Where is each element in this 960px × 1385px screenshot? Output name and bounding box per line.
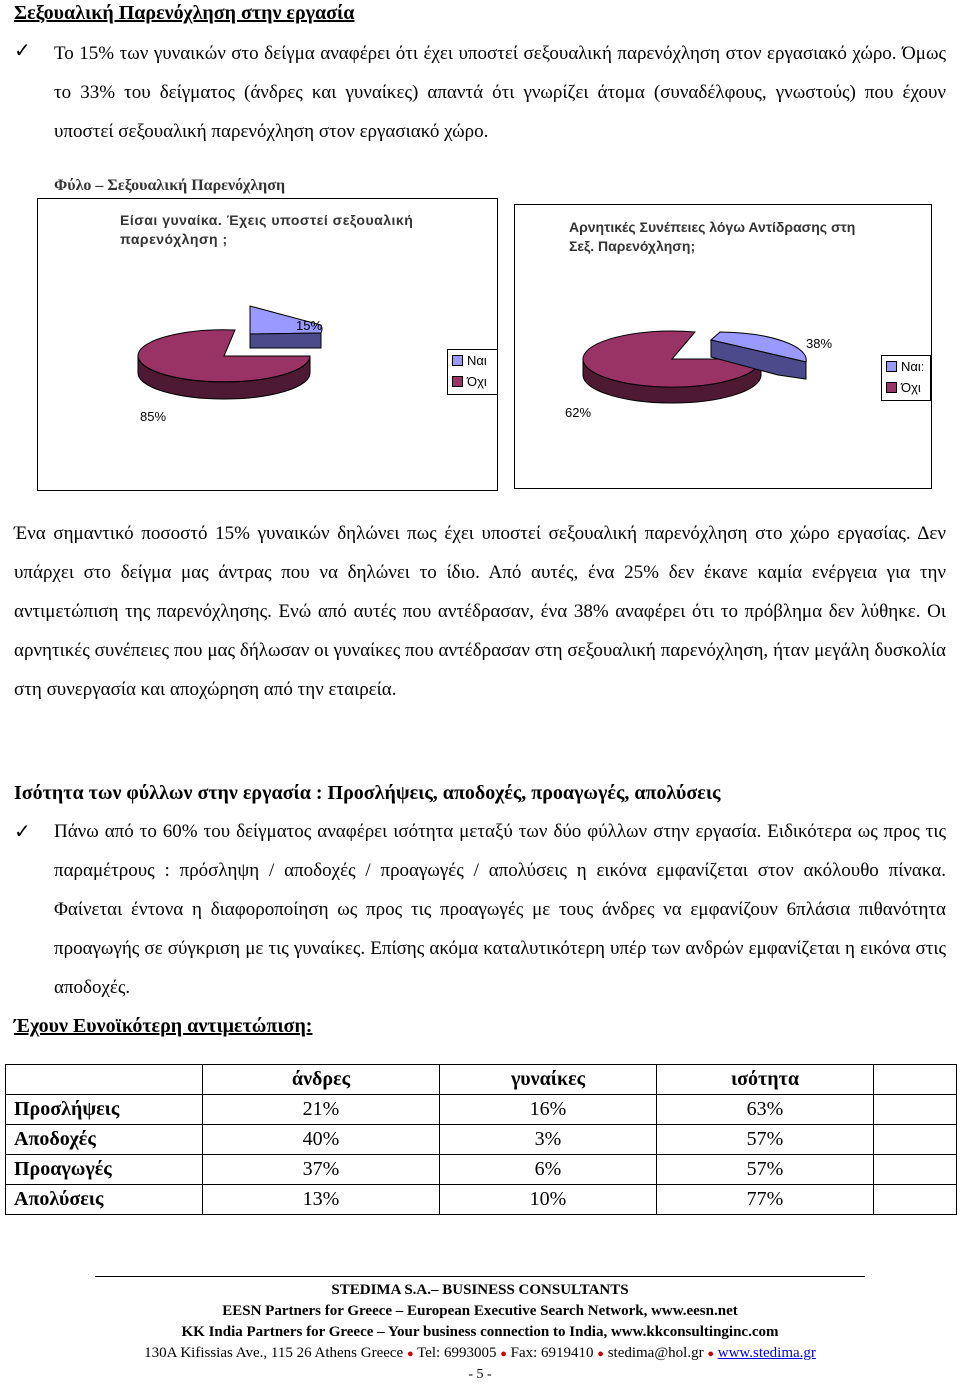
table-cell: 77% [657,1185,874,1215]
footer-company: STEDIMA S.A.– BUSINESS CONSULTANTS [331,1282,629,1298]
footer-contact-line [0,1343,960,1365]
bullet-icon: ● [707,1348,714,1360]
pie-1-label-yes: 15% [296,318,323,333]
page-number: - 5 - [468,1367,492,1382]
bullet-icon: ● [406,1348,414,1360]
table-cell [874,1155,957,1185]
chart-1-legend [447,349,498,395]
harassment-findings-paragraph: Ένα σημαντικό ποσοστό 15% γυναικών δηλώνει πως έχει υποστεί σεξουαλική παρενόχληση στο χώρο εργασίας. Δεν υπάρχει στο δείγμα μας άντρας που να δηλώνει το ίδιο. Από αυτές, ένα 25% δεν έκανε καμία ενέργεια για την αντιμετώπιση της παρενόχλησης. Ενώ από αυτές που αντέδρασαν, ένα 38% αναφέρει ότι το πρόβλημα δεν λύθηκε. Οι αρνητικές συνέπειες που μας δήλωσαν οι γυναίκες που αντέδρασαν στη σεξουαλική παρενόχληση, ήταν μεγάλη δυσκολία στη συνεργασία και αποχώρηση από την εταιρεία. [14,523,946,700]
equality-table [5,1064,957,1215]
pie-1-label-no: 85% [140,409,167,424]
chart-2-title: Αρνητικές Συνέπειες λόγω Αντίδρασης στη Σεξ. Παρενόχληση; [569,219,856,254]
legend-label-yes: Ναι: [901,359,925,374]
table-header-cell: ισότητα [657,1065,874,1095]
table-cell: 3% [440,1125,657,1155]
table-cell: 57% [657,1155,874,1185]
table-header-cell: γυναίκες [440,1065,657,1095]
table-cell: 21% [203,1095,440,1125]
chart-2-pie-svg [515,205,931,488]
legend-item-yes [448,350,497,371]
bullet-icon: ● [597,1348,604,1360]
footer-email[interactable]: stedima@hol.gr [607,1345,704,1361]
footer-address: 130A Kifissias Ave., 115 26 Athens Greece [144,1345,404,1361]
checkmark-icon: ✓ [14,819,31,843]
footer-website-link[interactable]: www.stedima.gr [717,1345,816,1361]
legend-swatch-yes [452,355,463,366]
footer-fax: Fax: 6919410 [510,1345,594,1361]
table-cell: 63% [657,1095,874,1125]
table-cell: 13% [203,1185,440,1215]
legend-swatch-no [452,376,463,387]
legend-swatch-yes [886,361,897,372]
footer-kk-india: KK India Partners for Greece – Your business connection to India, www.kkconsultinginc.com [181,1324,779,1340]
pie-1-side-yes [250,333,321,348]
table-cell [874,1095,957,1125]
equality-paragraph: Πάνω από το 60% του δείγματος αναφέρει ισότητα μεταξύ των δύο φύλλων στην εργασία. Ειδικότερα ως προς τις παραμέτρους : πρόσληψη / αποδοχές / προαγωγές / απολύσεις η εικόνα εμφανίζεται στον ακόλουθο πίνακα. Φαίνεται έντονα η διαφοροποίηση ως προς τις προαγωγές με τους άνδρες να εμφανίζουν 6πλάσια πιθανότητα προαγωγής σε σύγκριση με τις γυναίκες. Επίσης ακόμα καταλυτικότερη υπέρ των ανδρών εμφανίζεται η εικόνα στις αποδοχές. [54,821,946,998]
harassment-intro-text: Το 15% των γυναικών στο δείγμα αναφέρει ότι έχει υποστεί σεξουαλική παρενόχληση στον εργασιακό χώρο. Όμως το 33% του δείγματος (άνδρες και γυναίκες) απαντά ότι γνωρίζει άτομα (συναδέλφους, γνωστούς) που έχουν υποστεί σεξουαλική παρενόχληση στον εργασιακό χώρο. [54,43,946,142]
chart-negative-consequences [514,204,932,489]
pie-2-label-yes: 38% [806,336,833,351]
section-heading-equality: Ισότητα των φύλλων στην εργασία : Προσλήψεις, αποδοχές, προαγωγές, απολύσεις [14,782,721,804]
table-cell: Αποδοχές [6,1125,203,1155]
table-header-row [6,1065,957,1095]
bullet-icon: ● [500,1348,507,1360]
table-cell: 40% [203,1125,440,1155]
legend-item-no [882,377,930,398]
chart-1-title: Είσαι γυναίκα. Έχεις υποστεί σεξουαλική παρενόχληση ; [120,212,414,247]
checkmark-icon: ✓ [14,38,31,62]
chart-2-legend [881,355,931,401]
section-heading-harassment: Σεξουαλική Παρενόχληση στην εργασία [14,2,355,24]
table-cell: Προαγωγές [6,1155,203,1185]
chart-women-harassment [37,198,498,491]
table-cell: 16% [440,1095,657,1125]
footer-eesn: EESN Partners for Greece – European Executive Search Network, www.eesn.net [222,1303,738,1319]
table-cell: 57% [657,1125,874,1155]
chart-section-subheading: Φύλο – Σεξουαλική Παρενόχληση [54,177,286,194]
legend-item-yes [882,356,930,377]
table-header-cell [6,1065,203,1095]
table-row [6,1155,957,1185]
table-header-cell [874,1065,957,1095]
legend-label-no: Όχι [901,380,921,395]
chart-1-pie-svg [38,199,497,490]
table-cell: Απολύσεις [6,1185,203,1215]
table-header-cell: άνδρες [203,1065,440,1095]
legend-item-no [448,371,497,392]
table-caption: Έχουν Ευνοϊκότερη αντιμετώπιση: [14,1015,313,1037]
table-cell [874,1125,957,1155]
table-row [6,1125,957,1155]
table-cell: 10% [440,1185,657,1215]
footer-divider [95,1276,865,1277]
table-row [6,1095,957,1125]
footer-tel: Tel: 6993005 [417,1345,497,1361]
harassment-intro-paragraph [54,34,946,151]
table-cell: 6% [440,1155,657,1185]
table-cell: Προσλήψεις [6,1095,203,1125]
legend-swatch-no [886,382,897,393]
table-cell: 37% [203,1155,440,1185]
legend-label-yes: Ναι [467,353,487,368]
legend-label-no: Όχι [467,374,487,389]
table-row [6,1185,957,1215]
pie-2-label-no: 62% [565,405,592,420]
table-cell [874,1185,957,1215]
